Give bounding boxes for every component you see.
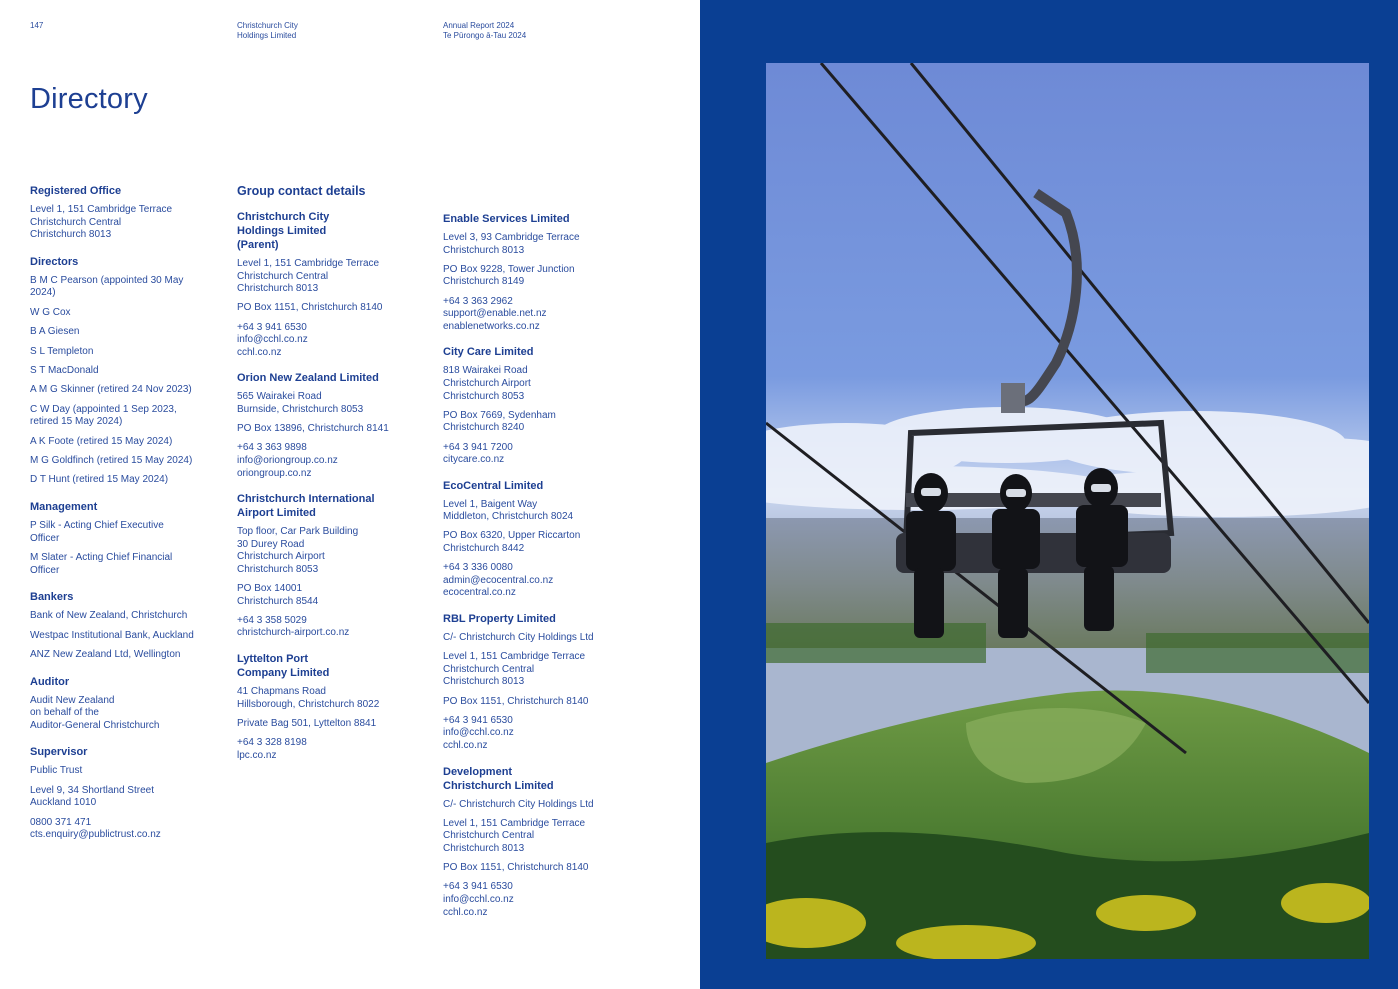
org-city-care: [443, 345, 643, 466]
page-title: Directory: [30, 83, 148, 115]
org-po-box: PO Box 1151, Christchurch 8140: [443, 695, 589, 707]
org-contact: +64 3 941 6530 info@cchl.co.nz cchl.co.nz: [443, 714, 514, 751]
org-address: Level 1, 151 Cambridge Terrace Christchurch Central Christchurch 8013: [443, 651, 586, 688]
supervisor-entry: Level 9, 34 Shortland Street Auckland 1010: [30, 784, 154, 809]
banker-entry: Bank of New Zealand, Christchurch: [30, 610, 188, 622]
org-care-of: C/- Christchurch City Holdings Ltd: [443, 798, 594, 810]
directory-left-column: [30, 184, 230, 855]
org-contact: +64 3 358 5029 christchurch-airport.co.nz: [237, 614, 350, 639]
section-heading: Supervisor: [30, 746, 88, 759]
org-contact: +64 3 363 2962 support@enable.net.nz enablenetworks.co.nz: [443, 295, 547, 332]
section-heading: Management: [30, 501, 98, 514]
chairlift-photo: [766, 63, 1369, 959]
org-address: 565 Wairakei Road Burnside, Christchurch 8053: [237, 391, 364, 415]
org-rbl-property: [443, 612, 643, 753]
org-address: 818 Wairakei Road Christchurch Airport Christchurch 8053: [443, 365, 531, 402]
group-contact-title: Group contact details: [237, 184, 366, 198]
address: Level 1, 151 Cambridge Terrace Christchurch Central Christchurch 8013: [30, 204, 173, 241]
org-name: Enable Services Limited: [443, 213, 570, 225]
auditor-entry: Audit New Zealand on behalf of the Auditor-General Christchurch: [30, 694, 160, 731]
supervisor-entry: 0800 371 471 cts.enquiry@publictrust.co.nz: [30, 816, 161, 841]
director-entry: S T MacDonald: [30, 364, 99, 376]
org-development-christchurch: [443, 765, 643, 920]
org-address: Level 3, 93 Cambridge Terrace Christchurch 8013: [443, 232, 580, 256]
org-contact: +64 3 941 6530 info@cchl.co.nz cchl.co.nz: [237, 321, 308, 358]
org-address: 41 Chapmans Road Hillsborough, Christchurch 8022: [237, 686, 380, 710]
page-number: 147: [30, 21, 44, 30]
org-po-box: PO Box 14001 Christchurch 8544: [237, 583, 319, 607]
director-entry: M G Goldfinch (retired 15 May 2024): [30, 455, 193, 467]
org-po-box: Private Bag 501, Lyttelton 8841: [237, 717, 377, 729]
org-ecocentral: [443, 479, 643, 600]
org-name: RBL Property Limited: [443, 613, 556, 626]
header-org-name: Christchurch City Holdings Limited: [237, 21, 298, 40]
org-name: Lyttelton Port Company Limited: [237, 653, 330, 680]
section-bankers: [30, 590, 230, 661]
director-entry: B M C Pearson (appointed 30 May 2024): [30, 274, 184, 299]
org-name: Christchurch City Holdings Limited (Parent): [237, 211, 330, 251]
section-heading: Auditor: [30, 675, 70, 688]
org-contact: +64 3 941 6530 info@cchl.co.nz cchl.co.nz: [443, 881, 514, 918]
org-lyttelton-port: [237, 652, 437, 762]
group-contacts-column-2: [443, 212, 643, 931]
section-heading: Directors: [30, 255, 79, 268]
org-po-box: PO Box 13896, Christchurch 8141: [237, 423, 389, 435]
org-care-of: C/- Christchurch City Holdings Ltd: [443, 632, 594, 644]
org-contact: +64 3 328 8198 lpc.co.nz: [237, 737, 307, 761]
org-po-box: PO Box 1151, Christchurch 8140: [237, 302, 383, 314]
director-entry: B A Giesen: [30, 326, 80, 338]
section-supervisor: [30, 745, 230, 842]
director-entry: D T Hunt (retired 15 May 2024): [30, 474, 169, 486]
section-directors: [30, 255, 230, 487]
banker-entry: ANZ New Zealand Ltd, Wellington: [30, 649, 181, 661]
org-address: Level 1, Baigent Way Middleton, Christchurch 8024: [443, 498, 574, 523]
org-name: Orion New Zealand Limited: [237, 372, 379, 385]
org-name: EcoCentral Limited: [443, 479, 544, 492]
director-entry: W G Cox: [30, 306, 71, 318]
org-name: Christchurch International Airport Limited: [237, 493, 375, 520]
management-entry: M Slater - Acting Chief Financial Officer: [30, 552, 173, 576]
org-address: Level 1, 151 Cambridge Terrace Christchurch Central Christchurch 8013: [443, 817, 586, 854]
org-name: City Care Limited: [443, 346, 534, 359]
header-report-title: Annual Report 2024 Te Pūrongo ā-Tau 2024: [443, 21, 527, 40]
section-heading: Registered Office: [30, 185, 122, 197]
org-address: Top floor, Car Park Building 30 Durey Road Christchurch Airport Christchurch 8053: [237, 526, 359, 575]
org-name: Development Christchurch Limited: [443, 765, 554, 792]
supervisor-entry: Public Trust: [30, 765, 83, 777]
org-po-box: PO Box 7669, Sydenham Christchurch 8240: [443, 409, 556, 434]
org-contact: +64 3 941 7200 citycare.co.nz: [443, 441, 513, 466]
director-entry: S L Templeton: [30, 345, 94, 357]
section-auditor: [30, 675, 230, 733]
chairlift-photo-art: [766, 63, 1369, 959]
section-management: [30, 500, 230, 577]
director-entry: C W Day (appointed 1 Sep 2023, retired 15 May 2024): [30, 403, 177, 428]
org-enable: [443, 212, 643, 333]
org-po-box: PO Box 6320, Upper Riccarton Christchurch 8442: [443, 530, 581, 555]
section-registered-office: [30, 184, 230, 242]
director-entry: A K Foote (retired 15 May 2024): [30, 435, 173, 447]
management-entry: P Silk - Acting Chief Executive Officer: [30, 520, 164, 544]
org-cchl: [237, 210, 437, 359]
banker-entry: Westpac Institutional Bank, Auckland: [30, 629, 194, 641]
org-po-box: PO Box 1151, Christchurch 8140: [443, 862, 589, 874]
director-entry: A M G Skinner (retired 24 Nov 2023): [30, 384, 192, 396]
org-address: Level 1, 151 Cambridge Terrace Christchurch Central Christchurch 8013: [237, 258, 380, 295]
group-contacts-column: [237, 184, 437, 774]
org-airport: [237, 492, 437, 640]
org-contact: +64 3 336 0080 admin@ecocentral.co.nz ecocentral.co.nz: [443, 562, 554, 599]
org-contact: +64 3 363 9898 info@oriongroup.co.nz oriongroup.co.nz: [237, 442, 338, 479]
org-po-box: PO Box 9228, Tower Junction Christchurch 8149: [443, 263, 575, 288]
org-orion: [237, 371, 437, 480]
section-heading: Bankers: [30, 591, 74, 604]
